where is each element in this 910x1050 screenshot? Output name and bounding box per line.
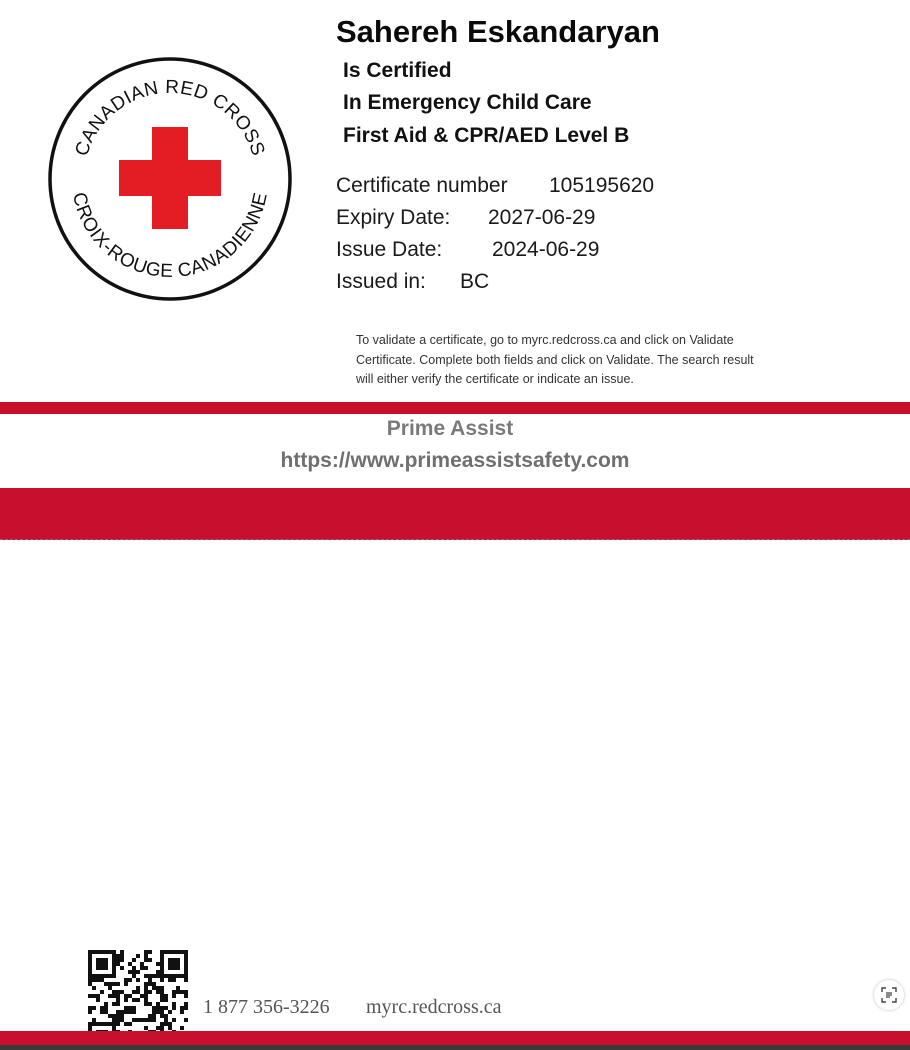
red-band-top (0, 402, 910, 414)
logo-text-top: CANADIAN RED CROSS (71, 76, 269, 159)
scan-text-icon (881, 987, 897, 1003)
issued-in-row (336, 270, 490, 294)
certificate-number-row (336, 174, 655, 198)
validation-line: To validate a certificate, go to myrc.redcross.ca and click on Validate (356, 333, 734, 347)
issue-date-label: Issue Date: (336, 238, 443, 261)
certificate-number-value: 105195620 (549, 174, 655, 197)
scan-text-button[interactable] (874, 980, 904, 1010)
issued-in-value: BC (460, 270, 490, 293)
provider-name: Prime Assist (386, 417, 514, 440)
footer-website[interactable]: myrc.redcross.ca (366, 996, 502, 1018)
red-band-bottom (0, 1031, 910, 1045)
expiry-date-label: Expiry Date: (336, 206, 451, 229)
certified-line: Is Certified (343, 59, 452, 82)
footer-phone: 1 877 356-3226 (203, 996, 330, 1018)
issued-in-label: Issued in: (336, 270, 426, 293)
certificate-number-label: Certificate number (336, 174, 508, 197)
course-line: In Emergency Child Care (343, 91, 592, 114)
issue-date-value: 2024-06-29 (492, 238, 600, 261)
bottom-edge (0, 1045, 910, 1050)
validation-instructions (356, 331, 836, 390)
provider-url[interactable]: https://www.primeassistsafety.com (280, 449, 630, 472)
validation-line: Certificate. Complete both fields and click on Validate. The search result (356, 352, 754, 367)
red-cross-logo (46, 55, 294, 303)
validation-line: will either verify the certificate or indicate an issue. (356, 372, 634, 386)
holder-name: Sahereh Eskandaryan (336, 14, 660, 49)
issue-date-row (336, 238, 600, 262)
red-band-middle (0, 488, 910, 540)
course-level-line: First Aid & CPR/AED Level B (343, 124, 630, 147)
expiry-date-row (336, 206, 596, 230)
logo-text-bottom: CROIX-ROUGE CANADIENNE (68, 190, 272, 283)
expiry-date-value: 2027-06-29 (488, 206, 596, 229)
